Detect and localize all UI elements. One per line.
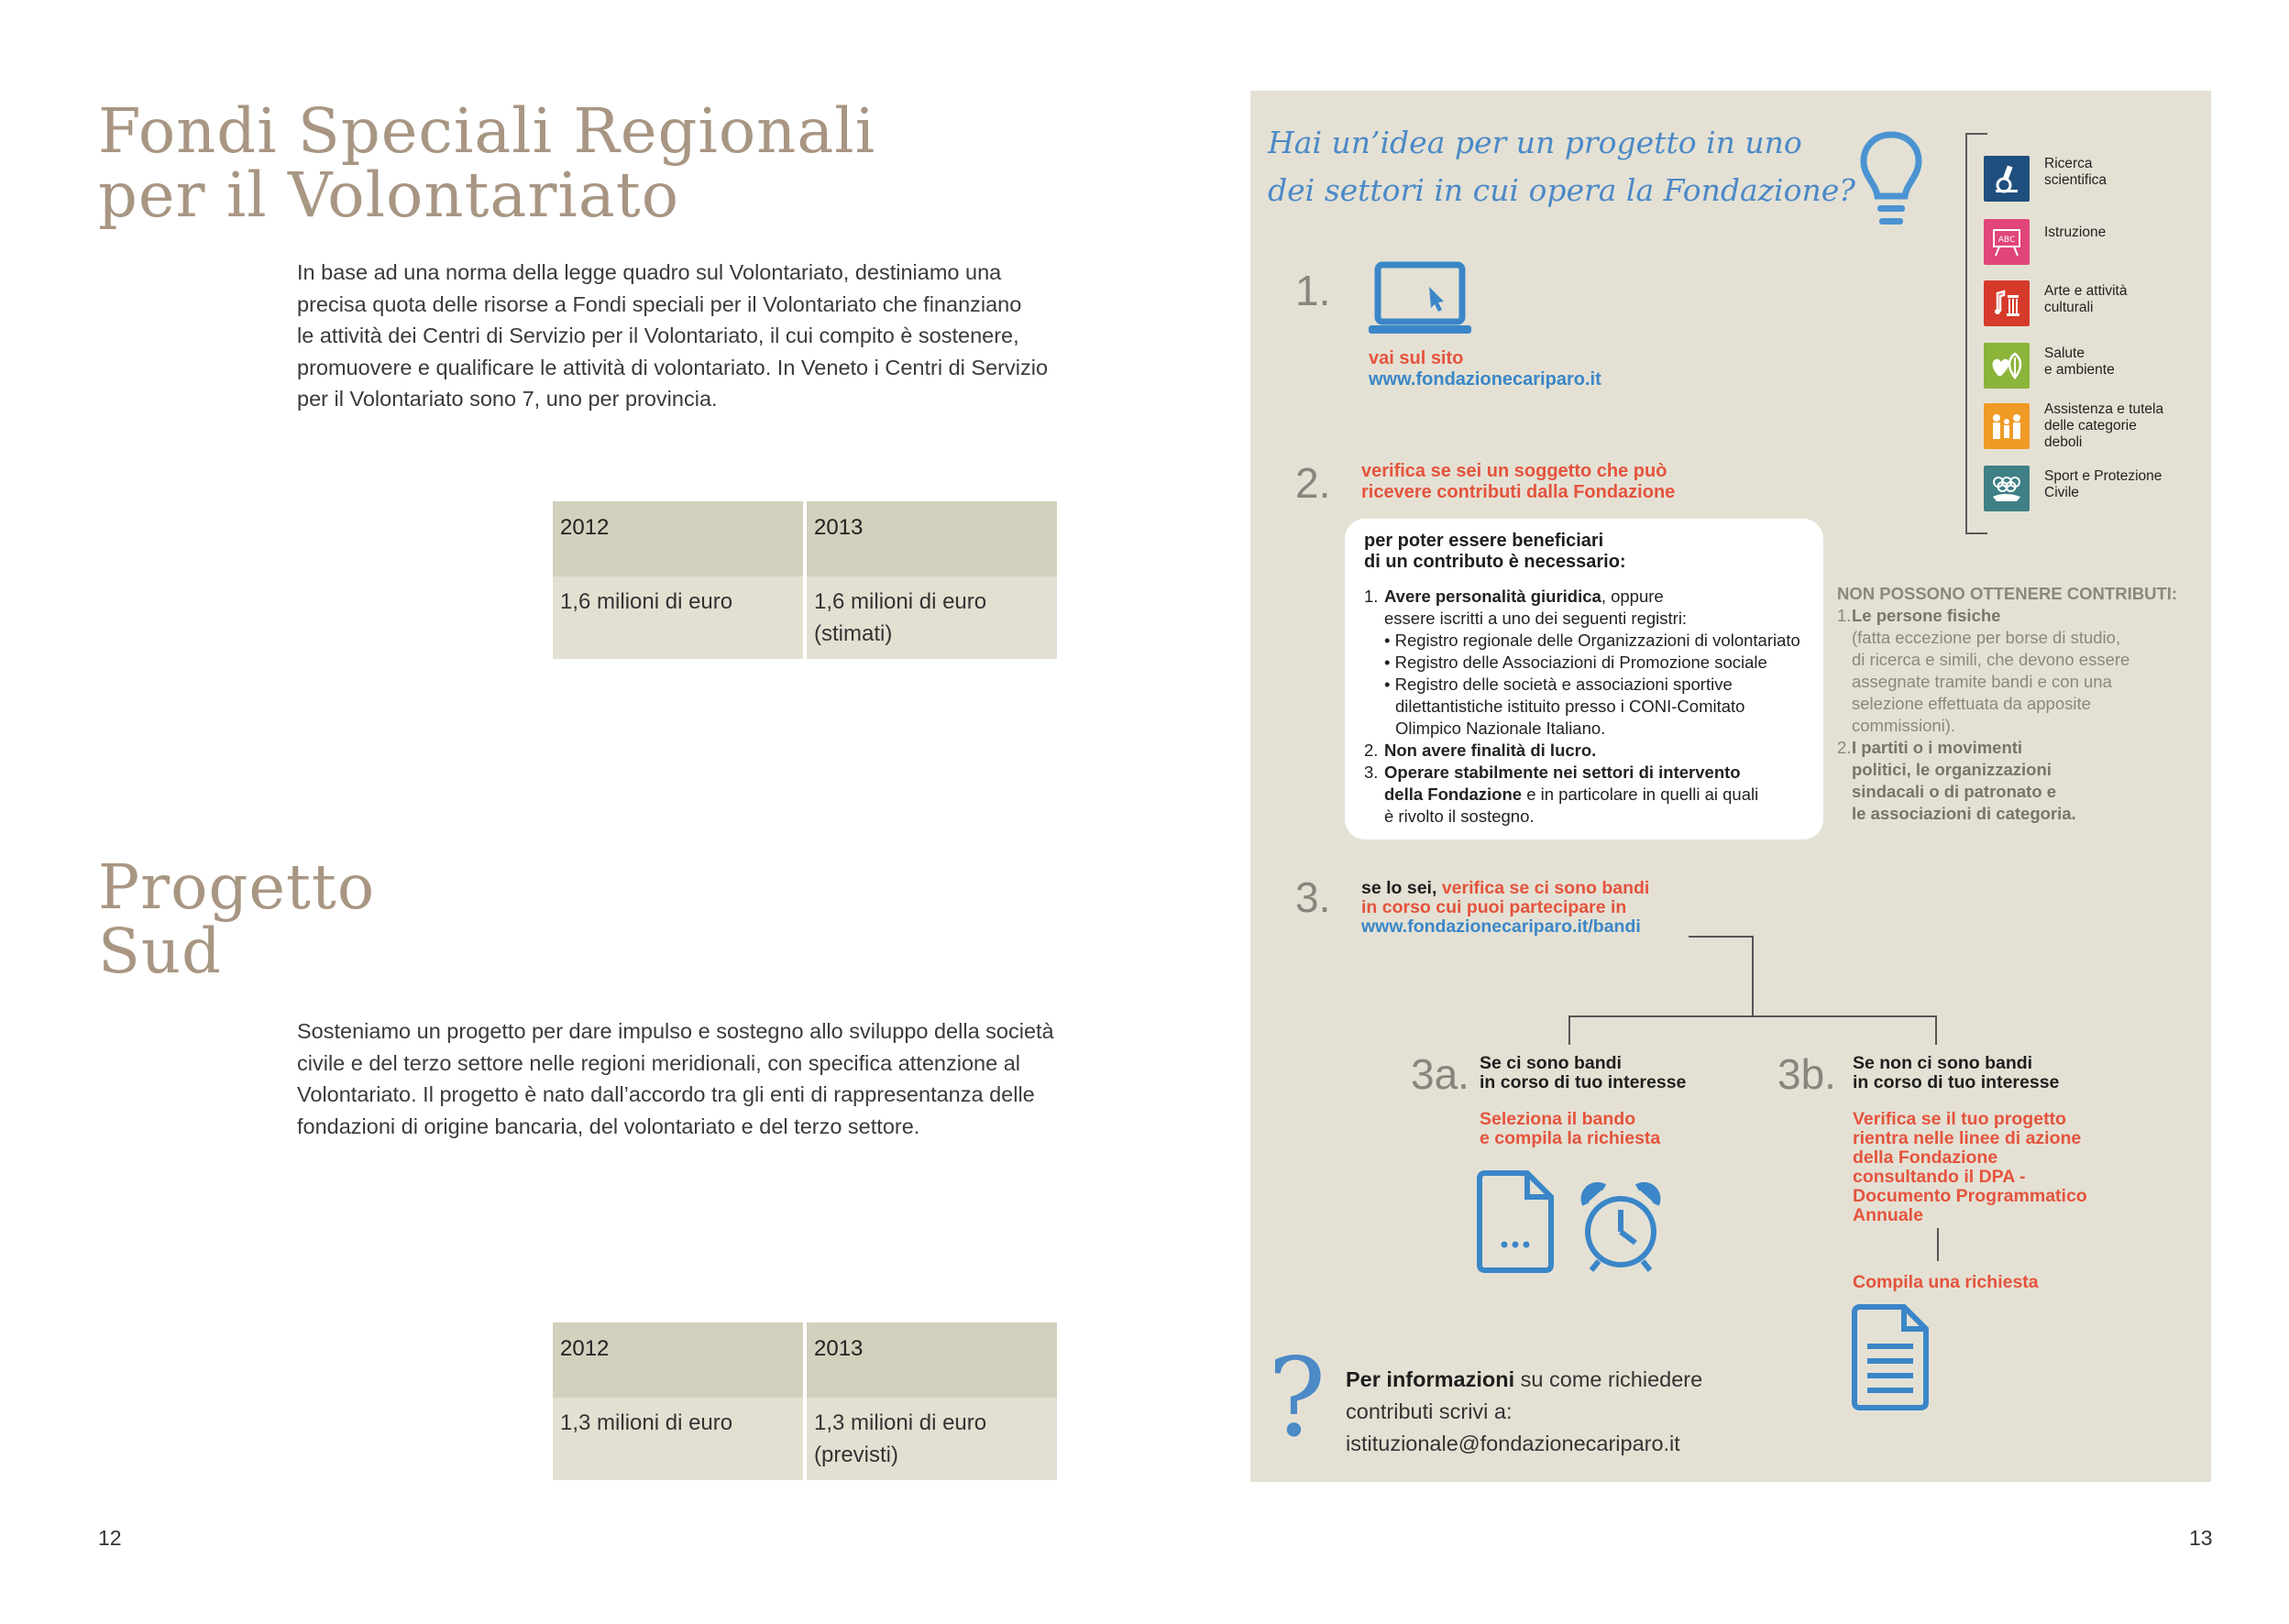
bullet-item: • Registro regionale delle Organizzazioni di volontariato — [1384, 631, 1800, 650]
step3b-action: Verifica se il tuo progetto — [1853, 1109, 2066, 1129]
label-line: Sport e Protezione — [2044, 468, 2162, 484]
requirement-bold: Avere personalità giuridica — [1384, 587, 1601, 606]
np-bold: Le persone fisiche — [1852, 606, 2001, 625]
step3-line: verifica se ci sono bandi — [1441, 878, 1650, 898]
table-cell — [807, 1398, 1057, 1480]
list-number: 2. — [1364, 741, 1379, 760]
info-text: contributi scrivi a: — [1346, 1399, 1513, 1423]
table-cell — [553, 576, 803, 659]
list-number: 2. — [1837, 738, 1852, 757]
step3a-title: Se ci sono bandi — [1480, 1053, 1622, 1073]
lightbulb-icon — [1859, 130, 1923, 237]
bullet-cont: Olimpico Nazionale Italiano. — [1395, 719, 1606, 738]
np-line: di ricerca e simili, che devono essere — [1852, 650, 2130, 669]
list-number: 1. — [1364, 587, 1379, 606]
sector-istruzione — [1984, 219, 2191, 265]
question-line: Hai un’idea per un progetto in uno — [1268, 125, 1802, 160]
np-item — [1837, 605, 2185, 627]
label-line: delle categorie — [2044, 418, 2137, 433]
step3b-text — [1853, 1054, 2087, 1225]
step3b-action: Annuale — [1853, 1205, 1923, 1225]
requirement-text: e in particolare in quelli ai quali — [1522, 785, 1759, 804]
cell-line: 1,6 milioni di euro — [560, 589, 733, 614]
np-line: assegnate tramite bandi e con una — [1852, 672, 2112, 691]
np-line: commissioni). — [1852, 716, 1956, 735]
requirement-line — [1364, 784, 1822, 806]
sector-label — [2044, 225, 2191, 241]
sector-bracket-line — [1965, 133, 1967, 534]
step-number: 3a. — [1411, 1050, 1469, 1098]
text-line: precisa quota delle risorse a Fondi speciali per il Volontariato che finanziano — [297, 291, 1022, 316]
connector-line — [1937, 1228, 1939, 1261]
np-item — [1837, 737, 2185, 759]
bullet-cont: dilettantistiche istituito presso i CONI-Comitato — [1395, 697, 1745, 716]
info-block — [1346, 1364, 1702, 1460]
step3-url-link[interactable]: www.fondazionecariparo.it/bandi — [1361, 916, 1641, 937]
question-mark-icon: ? — [1268, 1334, 1326, 1461]
fondi-table — [549, 501, 1061, 659]
step3a-action: Seleziona il bando — [1480, 1109, 1636, 1129]
non-possono-block — [1837, 583, 2185, 825]
connector-line — [1568, 1015, 1937, 1017]
label-line: Civile — [2044, 485, 2079, 500]
sector-assistenza — [1984, 403, 2191, 451]
sector-arte — [1984, 280, 2191, 326]
list-number: 3. — [1364, 763, 1379, 782]
sector-sport — [1984, 466, 2191, 511]
text-line: Volontariato. Il progetto è nato dall’accordo tra gli enti di rappresentanza delle — [297, 1082, 1035, 1106]
label-line: culturali — [2044, 300, 2094, 315]
requirements-content — [1364, 531, 1822, 828]
fondi-paragraph — [297, 257, 1085, 415]
alarm-clock-icon — [1579, 1182, 1663, 1278]
step3a-action: e compila la richiesta — [1480, 1128, 1661, 1148]
sector-salute — [1984, 343, 2191, 389]
sector-label — [2044, 156, 2191, 189]
connector-line — [1752, 936, 1754, 1016]
step-number: 1. — [1295, 267, 1331, 314]
step3b-action: consultando il DPA - — [1853, 1167, 2026, 1187]
connector-line — [1568, 1015, 1570, 1045]
svg-text:ABC: ABC — [1997, 236, 2016, 245]
text-line: per il Volontariato sono 7, uno per provincia. — [297, 387, 718, 411]
connector-line — [1935, 1015, 1937, 1045]
sector-bracket-top — [1965, 133, 1987, 135]
np-line: (fatta eccezione per borse di studio, — [1852, 628, 2121, 647]
table-header-cell: 2012 — [553, 501, 803, 576]
requirement-item — [1364, 740, 1822, 762]
requirement-line: essere iscritti a uno dei seguenti registri: — [1384, 609, 1688, 628]
progetto-sud-table — [549, 1322, 1061, 1480]
box-title-line: per poter essere beneficiari — [1364, 531, 1604, 551]
label-line: Ricerca — [2044, 156, 2093, 171]
step1-text — [1369, 348, 1601, 390]
sector-ricerca — [1984, 156, 2191, 202]
label-line: Arte e attività — [2044, 283, 2128, 299]
requirement-line: è rivolto il sostegno. — [1384, 807, 1535, 826]
step3b-action: rientra nelle linee di azione — [1853, 1128, 2082, 1148]
step3b-compila: Compila una richiesta — [1853, 1272, 2039, 1292]
requirement-text: , oppure — [1601, 587, 1664, 606]
text-line: le attività dei Centri di Servizio per il Volontariato, il cui compito è sostenere, — [297, 324, 1019, 347]
cell-line: (previsti) — [814, 1443, 899, 1467]
title-line: Sud — [98, 916, 222, 987]
np-line: selezione effettuata da apposite — [1852, 694, 2091, 713]
box-title — [1364, 531, 1822, 573]
section-title-progetto-sud — [98, 851, 376, 987]
requirement-bold: Operare stabilmente nei settori di intervento — [1384, 763, 1741, 782]
cell-line: (stimati) — [814, 621, 893, 646]
label-line: e ambiente — [2044, 362, 2115, 378]
cell-line: 1,6 milioni di euro — [814, 589, 987, 614]
form-icon — [1849, 1303, 1931, 1418]
section-title-fondi — [98, 95, 876, 231]
step2-line: verifica se sei un soggetto che può — [1361, 461, 1667, 481]
requirement-item — [1364, 762, 1822, 784]
people-icon — [1984, 403, 2030, 449]
np-bold: politici, le organizzazioni — [1852, 760, 2052, 779]
text-line: fondazioni di origine bancaria, del volontariato e del terzo settore. — [297, 1114, 920, 1138]
music-column-icon — [1984, 280, 2030, 326]
bullet-item: • Registro delle Associazioni di Promozione sociale — [1384, 653, 1767, 672]
laptop-icon — [1369, 261, 1471, 345]
page-number-right: 13 — [2189, 1526, 2213, 1550]
connector-line — [1689, 936, 1753, 938]
label-line: Assistenza e tutela — [2044, 401, 2164, 417]
step3a-title: in corso di tuo interesse — [1480, 1072, 1687, 1092]
microscope-icon — [1984, 156, 2030, 202]
np-bold: le associazioni di categoria. — [1852, 804, 2076, 823]
table-header-cell: 2013 — [807, 501, 1057, 576]
table-cell — [553, 1398, 803, 1480]
requirement-bold: della Fondazione — [1384, 785, 1523, 804]
progetto-sud-paragraph — [297, 1015, 1085, 1142]
step3-line: in corso cui puoi partecipare in — [1361, 897, 1627, 917]
step1-url-link[interactable]: www.fondazionecariparo.it — [1369, 369, 1601, 390]
olympic-rings-icon — [1984, 466, 2030, 511]
cell-line: 1,3 milioni di euro — [814, 1410, 987, 1435]
info-bold: Per informazioni — [1346, 1367, 1515, 1391]
label-line: deboli — [2044, 434, 2083, 450]
panel-question — [1268, 119, 1855, 214]
question-line: dei settori in cui opera la Fondazione? — [1268, 172, 1855, 208]
np-bold: I partiti o i movimenti — [1852, 738, 2023, 757]
sector-label — [2044, 468, 2191, 501]
step2-line: ricevere contributi dalla Fondazione — [1361, 482, 1676, 502]
non-possono-title: NON POSSONO OTTENERE CONTRIBUTI: — [1837, 584, 2178, 603]
document-icon — [1474, 1169, 1557, 1280]
step3b-title: in corso di tuo interesse — [1853, 1072, 2060, 1092]
title-line: Progetto — [98, 851, 376, 923]
table-header-cell: 2012 — [553, 1322, 803, 1398]
text-line: In base ad una norma della legge quadro sul Volontariato, destiniamo una — [297, 260, 1002, 284]
step3a-text — [1480, 1054, 1686, 1148]
label-line: Salute — [2044, 346, 2085, 361]
text-line: promuovere e qualificare le attività di volontariato. In Veneto i Centri di Servizio — [297, 355, 1049, 379]
cell-line: 1,3 milioni di euro — [560, 1410, 733, 1435]
requirement-item — [1364, 586, 1822, 608]
label-line: scientifica — [2044, 172, 2107, 188]
text-line: civile e del terzo settore nelle regioni meridionali, con specifica attenzione al — [297, 1050, 1020, 1075]
np-bold: sindacali o di patronato e — [1852, 782, 2057, 801]
step-number: 3b. — [1777, 1050, 1836, 1098]
requirements-list — [1364, 586, 1822, 828]
info-email-link[interactable]: istituzionale@fondazionecariparo.it — [1346, 1432, 1680, 1455]
page-number-left: 12 — [98, 1526, 122, 1550]
step-number: 2. — [1295, 459, 1331, 507]
table-cell — [807, 576, 1057, 659]
step3b-action: della Fondazione — [1853, 1147, 1998, 1168]
bullet-item: • Registro delle società e associazioni sportive — [1384, 675, 1733, 694]
step3b-action: Documento Programmatico — [1853, 1186, 2087, 1206]
box-title-line: di un contributo è necessario: — [1364, 552, 1626, 572]
sector-label — [2044, 346, 2191, 379]
info-text: su come richiedere — [1514, 1367, 1703, 1391]
step1-action: vai sul sito — [1369, 348, 1464, 368]
heart-leaf-icon — [1984, 343, 2030, 389]
title-line: Fondi Speciali Regionali — [98, 95, 876, 167]
abc-board-icon — [1984, 219, 2030, 265]
requirement-bold: Non avere finalità di lucro. — [1384, 741, 1597, 760]
text-line: Sosteniamo un progetto per dare impulso e sostegno allo sviluppo della società — [297, 1019, 1054, 1043]
sector-bracket-bottom — [1965, 532, 1987, 534]
sector-label — [2044, 283, 2191, 316]
step2-heading — [1361, 461, 1675, 503]
step3-prefix: se lo sei, — [1361, 878, 1442, 898]
step3b-title: Se non ci sono bandi — [1853, 1053, 2033, 1073]
label-line: Istruzione — [2044, 225, 2107, 240]
table-header-cell: 2013 — [807, 1322, 1057, 1398]
step3-text — [1361, 879, 1649, 937]
list-number: 1. — [1837, 606, 1852, 625]
step-number: 3. — [1295, 873, 1331, 921]
sector-label — [2044, 401, 2191, 451]
title-line: per il Volontariato — [98, 159, 680, 231]
